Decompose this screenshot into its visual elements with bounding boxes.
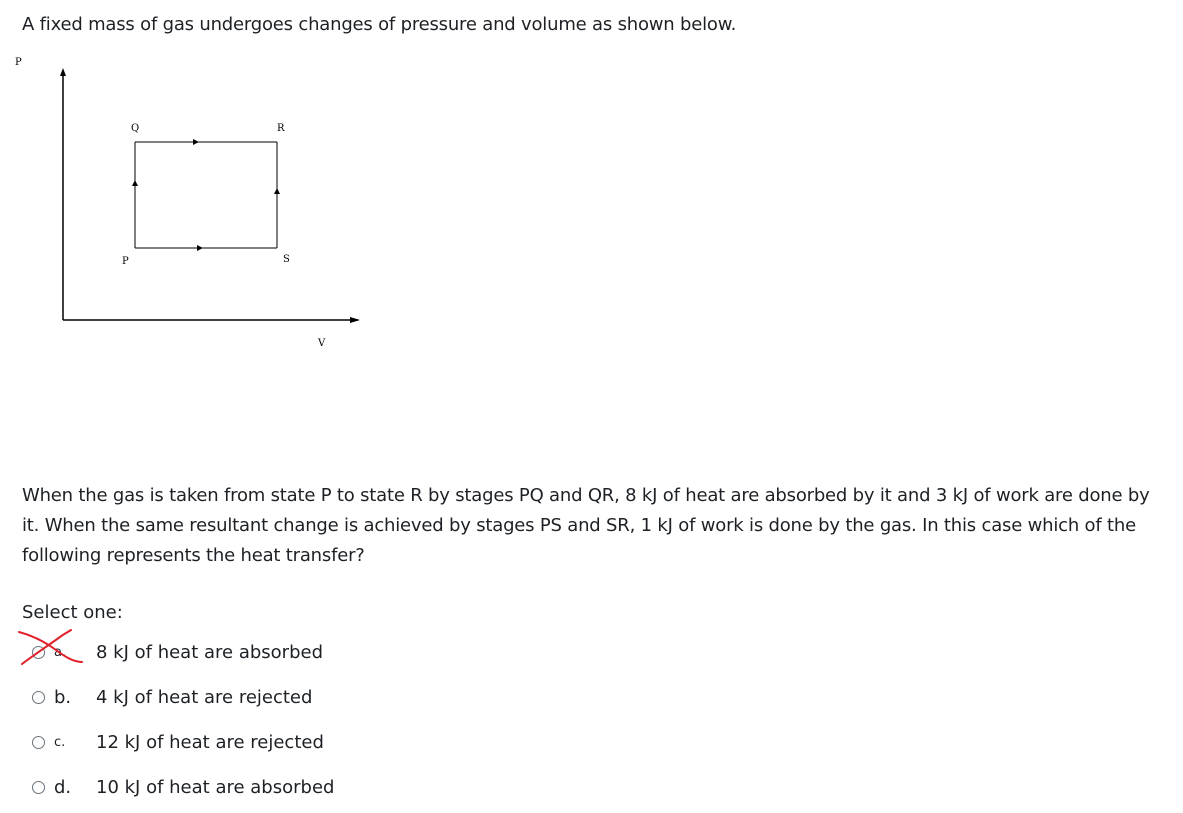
question-text: When the gas is taken from state P to state R by stages PQ and QR, 8 kJ of heat are absorbed by it and 3 kJ of work are done by it. When the same resultant change is achieved by stages PS and SR, 1 kJ of work is done by the gas. In this case which of the following represents the heat transfer? (22, 485, 1150, 566)
option-letter: d. (54, 777, 72, 798)
x-axis-arrow (350, 317, 360, 323)
radio-button[interactable] (32, 691, 45, 704)
option-text: 10 kJ of heat are absorbed (96, 777, 335, 798)
y-axis-arrow (60, 68, 66, 76)
arrow-ps (197, 245, 203, 251)
option-letter: c. (54, 735, 66, 750)
point-label-r: R (277, 123, 285, 134)
option-text: 12 kJ of heat are rejected (96, 732, 324, 753)
radio-button[interactable] (32, 646, 45, 659)
answer-option-d[interactable] (28, 765, 334, 810)
option-text: 4 kJ of heat are rejected (96, 687, 313, 708)
x-axis-label: V (318, 338, 326, 349)
answer-options (28, 630, 334, 810)
select-one-label: Select one: (22, 602, 123, 623)
radio-button[interactable] (32, 736, 45, 749)
arrow-pq (132, 180, 138, 186)
radio-button[interactable] (32, 781, 45, 794)
answer-option-b[interactable] (28, 675, 334, 720)
option-letter: b. (54, 687, 72, 708)
point-label-p: P (122, 256, 129, 267)
arrow-sr (274, 188, 280, 194)
question-intro: A fixed mass of gas undergoes changes of pressure and volume as shown below. (22, 14, 737, 35)
answer-option-a[interactable] (28, 630, 334, 675)
point-label-q: Q (131, 123, 140, 134)
answer-option-c[interactable] (28, 720, 334, 765)
arrow-qr (193, 139, 199, 145)
point-label-s: S (283, 254, 290, 265)
y-axis-label: P (15, 57, 22, 68)
option-text: 8 kJ of heat are absorbed (96, 642, 323, 663)
pv-diagram (0, 50, 420, 360)
option-letter: a. (54, 645, 67, 660)
